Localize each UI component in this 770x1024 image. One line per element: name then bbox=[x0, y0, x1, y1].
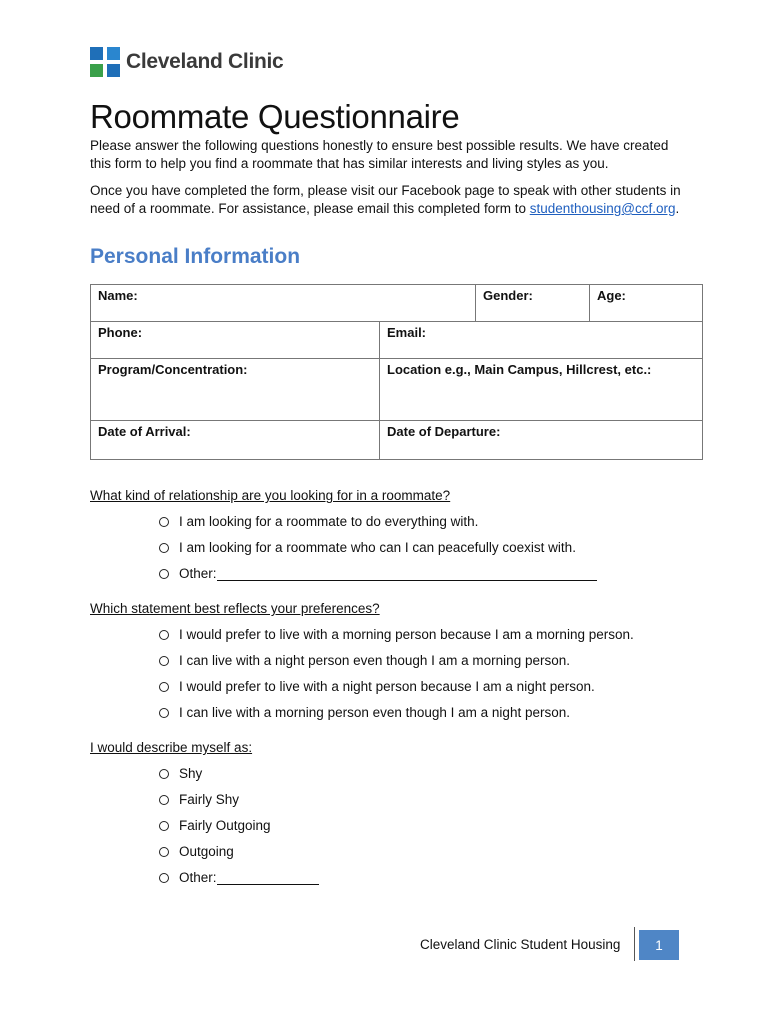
radio-button-icon[interactable] bbox=[159, 682, 169, 692]
table-row bbox=[91, 359, 702, 421]
question-relationship: What kind of relationship are you looking for in a roommate? bbox=[90, 488, 451, 503]
option-label: I am looking for a roommate who can I can peacefully coexist with. bbox=[179, 540, 576, 555]
location-field[interactable] bbox=[380, 359, 702, 420]
name-label: Name: bbox=[98, 288, 138, 303]
radio-button-icon[interactable] bbox=[159, 630, 169, 640]
radio-button-icon[interactable] bbox=[159, 517, 169, 527]
page-number: 1 bbox=[639, 930, 679, 960]
option-everything[interactable] bbox=[159, 514, 478, 529]
email-link[interactable]: studenthousing@ccf.org bbox=[529, 201, 676, 216]
radio-button-icon[interactable] bbox=[159, 656, 169, 666]
departure-date-field[interactable] bbox=[380, 421, 702, 459]
other-blank-line[interactable] bbox=[217, 871, 319, 885]
radio-button-icon[interactable] bbox=[159, 769, 169, 779]
phone-label: Phone: bbox=[98, 325, 143, 340]
radio-button-icon[interactable] bbox=[159, 795, 169, 805]
radio-button-icon[interactable] bbox=[159, 569, 169, 579]
intro-paragraph-2-text: Once you have completed the form, please visit our Facebook page to speak with other students in need of a roommate. For assistance, please email this completed form to bbox=[90, 183, 681, 216]
table-row bbox=[91, 421, 702, 459]
option-label: Shy bbox=[179, 766, 203, 781]
radio-button-icon[interactable] bbox=[159, 873, 169, 883]
option-label: Fairly Shy bbox=[179, 792, 240, 807]
option-fairly-shy[interactable] bbox=[159, 792, 239, 807]
age-field[interactable] bbox=[590, 285, 702, 321]
option-outgoing[interactable] bbox=[159, 844, 234, 859]
option-shy[interactable] bbox=[159, 766, 202, 781]
intro-paragraph-2-end: . bbox=[675, 201, 680, 216]
option-label: Other: bbox=[179, 566, 217, 581]
option-label: I would prefer to live with a night person because I am a night person. bbox=[179, 679, 595, 694]
radio-button-icon[interactable] bbox=[159, 821, 169, 831]
option-night-night[interactable] bbox=[159, 679, 595, 694]
option-morning-morning[interactable] bbox=[159, 627, 634, 642]
gender-field[interactable] bbox=[476, 285, 590, 321]
option-coexist[interactable] bbox=[159, 540, 576, 555]
program-label: Program/Concentration: bbox=[98, 362, 248, 377]
table-row bbox=[91, 285, 702, 322]
option-night-as-morning[interactable] bbox=[159, 653, 570, 668]
option-morning-as-night[interactable] bbox=[159, 705, 570, 720]
question-preferences: Which statement best reflects your preferences? bbox=[90, 601, 380, 616]
option-label: I can live with a morning person even though I am a night person. bbox=[179, 705, 570, 720]
option-other-describe[interactable] bbox=[159, 870, 319, 885]
question-describe-self: I would describe myself as: bbox=[90, 740, 253, 755]
location-label: Location e.g., Main Campus, Hillcrest, etc.: bbox=[387, 362, 652, 377]
radio-button-icon[interactable] bbox=[159, 543, 169, 553]
option-label: I am looking for a roommate to do everything with. bbox=[179, 514, 479, 529]
option-fairly-outgoing[interactable] bbox=[159, 818, 271, 833]
option-other-relationship[interactable] bbox=[159, 566, 597, 581]
footer-divider bbox=[634, 927, 635, 961]
option-label: Outgoing bbox=[179, 844, 234, 859]
email-field[interactable] bbox=[380, 322, 702, 358]
radio-button-icon[interactable] bbox=[159, 847, 169, 857]
phone-field[interactable] bbox=[91, 322, 380, 358]
intro-paragraph-2 bbox=[90, 182, 690, 218]
name-field[interactable] bbox=[91, 285, 476, 321]
option-label: Other: bbox=[179, 870, 217, 885]
radio-button-icon[interactable] bbox=[159, 708, 169, 718]
option-label: I would prefer to live with a morning person because I am a morning person. bbox=[179, 627, 634, 642]
document-title: Roommate Questionnaire bbox=[90, 98, 460, 135]
email-label: Email: bbox=[387, 325, 427, 340]
personal-information-heading: Personal Information bbox=[90, 245, 301, 268]
gender-label: Gender: bbox=[483, 288, 533, 303]
cleveland-clinic-cross-icon bbox=[90, 47, 120, 77]
intro-paragraph-1: Please answer the following questions honestly to ensure best possible results. We have created this form to help you find a roommate that has similar interests and living styles as you. bbox=[90, 138, 669, 171]
age-label: Age: bbox=[597, 288, 626, 303]
other-blank-line[interactable] bbox=[217, 567, 597, 581]
option-label: I can live with a night person even though I am a morning person. bbox=[179, 653, 570, 668]
personal-info-table bbox=[90, 284, 703, 460]
table-row bbox=[91, 322, 702, 359]
footer-text: Cleveland Clinic Student Housing bbox=[420, 937, 621, 952]
departure-label: Date of Departure: bbox=[387, 424, 501, 439]
option-label: Fairly Outgoing bbox=[179, 818, 271, 833]
arrival-label: Date of Arrival: bbox=[98, 424, 191, 439]
arrival-date-field[interactable] bbox=[91, 421, 380, 459]
brand-name: Cleveland Clinic bbox=[126, 50, 284, 73]
program-field[interactable] bbox=[91, 359, 380, 420]
cleveland-clinic-logo bbox=[90, 45, 283, 79]
